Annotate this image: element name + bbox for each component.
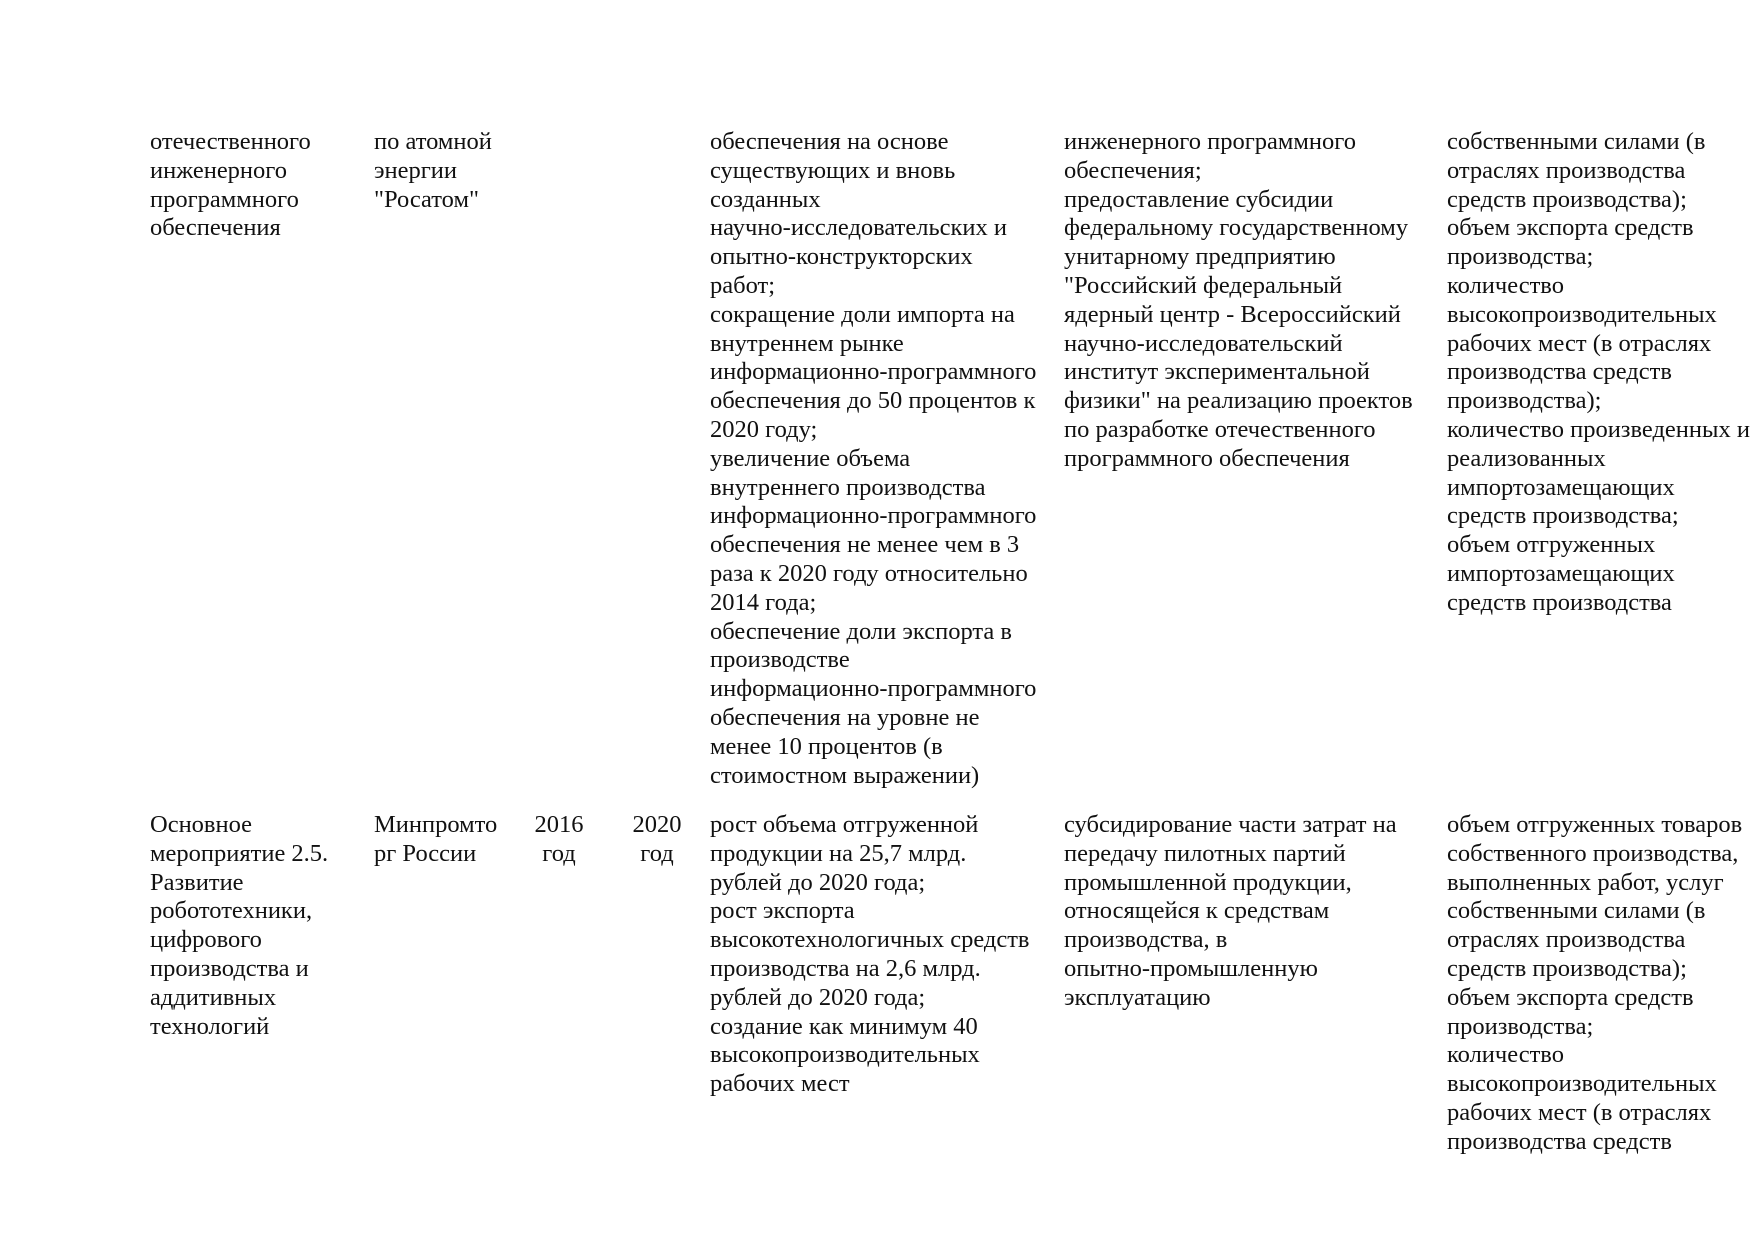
- expected-result-cell: рост объема отгруженной продукции на 25,7 млрд. рублей до 2020 года; рост экспорта высокотехнологичных средств производства на 2,6 млрд. рублей до 2020 года; создание как минимум 40 высокопроизводительных рабочих мест: [710, 811, 1030, 1098]
- measure-name-cell: отечественного инженерного программного обеспечения: [150, 128, 311, 242]
- implementation-directions-cell: инженерного программного обеспечения; предоставление субсидии федеральному государственному унитарному предприятию "Российский федеральный ядерный центр - Всероссийский научно-исследовательский институт экспериментальной физики" на реализацию проектов по разработке отечественного программного обеспечения: [1064, 128, 1413, 472]
- end-year-cell: 2020 год: [632, 811, 682, 867]
- indicators-cell: объем отгруженных товаров собственного производства, выполненных работ, услуг собственными силами (в отраслях производства средств производства); объем экспорта средств производства; количество высокопроизводительных рабочих мест (в отраслях производства средств: [1447, 811, 1743, 1155]
- indicators-cell: собственными силами (в отраслях производства средств производства); объем экспорта средств производства; количество высокопроизводительных рабочих мест (в отраслях производства средств производства); количество произведенных и реализованных импортозамещающих средств производства; объем отгруженных импортозамещающих средств производства: [1447, 128, 1750, 616]
- executor-cell: по атомной энергии "Росатом": [374, 128, 492, 213]
- measure-name-cell: Основное мероприятие 2.5. Развитие робототехники, цифрового производства и аддитивных технологий: [150, 811, 329, 1040]
- start-year-cell: 2016 год: [534, 811, 584, 867]
- executor-cell: Минпромто рг России: [374, 811, 498, 867]
- expected-result-cell: обеспечения на основе существующих и вновь созданных научно-исследовательских и опытно-конструкторских работ; сокращение доли импорта на внутреннем рынке информационно-программного обеспечения до 50 процентов к 2020 году; увеличение объема внутреннего производства информационно-программного обеспечения не менее чем в 3 раза к 2020 году относительно 2014 года; обеспечение доли экспорта в производстве информационно-программного обеспечения на уровне не менее 10 процентов (в стоимостном выражении): [710, 128, 1037, 789]
- implementation-directions-cell: субсидирование части затрат на передачу пилотных партий промышленной продукции, относящейся к средствам производства, в опытно-промышленную эксплуатацию: [1064, 811, 1397, 1011]
